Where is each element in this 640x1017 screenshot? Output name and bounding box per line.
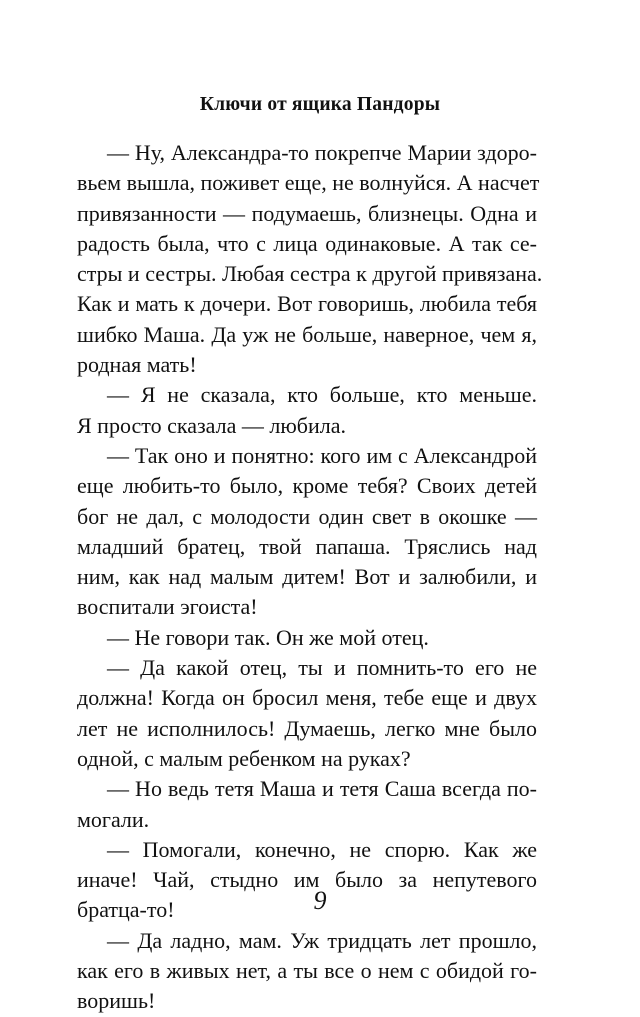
text-line: стры и сестры. Любая сестра к другой привязана. (77, 261, 543, 287)
text-line: — Не говори так. Он же мой отец. (107, 624, 429, 650)
text-line: одной, с малым ребенком на руках? (77, 745, 411, 771)
text-line: лет не исполнилось! Думаешь, легко мне было (77, 715, 537, 741)
text-line: — Я не сказала, кто больше, кто меньше. (107, 382, 537, 408)
text-line: могали. (77, 806, 150, 832)
running-header: Ключи от ящика Пандоры (199, 94, 441, 115)
text-line: — Помогали, конечно, не спорю. Как же (107, 836, 537, 862)
text-line: братца-то! (77, 897, 175, 923)
text-line: еще любить-то было, кроме тебя? Своих детей (77, 473, 537, 499)
text-line: ним, как над малым дитем! Вот и залюбили, и (77, 564, 537, 590)
text-line: иначе! Чай, стыдно им было за непутевого (77, 867, 537, 893)
text-line: воспитали эгоиста! (77, 594, 258, 620)
text-line: младший братец, твой папаша. Тряслись над (77, 533, 537, 559)
text-line: привязанности — подумаешь, близнецы. Одна и (77, 200, 537, 226)
text-line: Как и мать к дочери. Вот говоришь, любила тебя (77, 291, 537, 317)
text-line: — Ну, Александра-то покрепче Марии здоро- (107, 140, 537, 165)
text-line: — Но ведь тетя Маша и тетя Саша всегда по- (107, 776, 537, 802)
text-line: вьем вышла, поживет еще, не волнуйся. А насчет (77, 170, 540, 196)
page-number: 9 (313, 886, 327, 915)
text-line: — Да ладно, мам. Уж тридцать лет прошло, (107, 927, 537, 953)
text-line: радость была, что с лица одинаковые. А так се- (77, 230, 537, 256)
body-text (77, 138, 543, 1017)
text-line: — Так оно и понятно: кого им с Александрой (107, 442, 537, 468)
text-line: — Да какой отец, ты и помнить-то его не (107, 655, 537, 681)
text-line: шибко Маша. Да уж не больше, наверное, чем я, (77, 321, 537, 347)
text-line: бог не дал, с молодости один свет в окошке — (77, 503, 537, 529)
text-line: должна! Когда он бросил меня, тебе еще и двух (77, 685, 537, 711)
text-line: Я просто сказала — любила. (77, 412, 346, 438)
text-line: воришь! (77, 988, 156, 1014)
text-line: родная мать! (77, 352, 197, 378)
text-line: как его в живых нет, а ты все о нем с обидой го- (77, 958, 537, 984)
